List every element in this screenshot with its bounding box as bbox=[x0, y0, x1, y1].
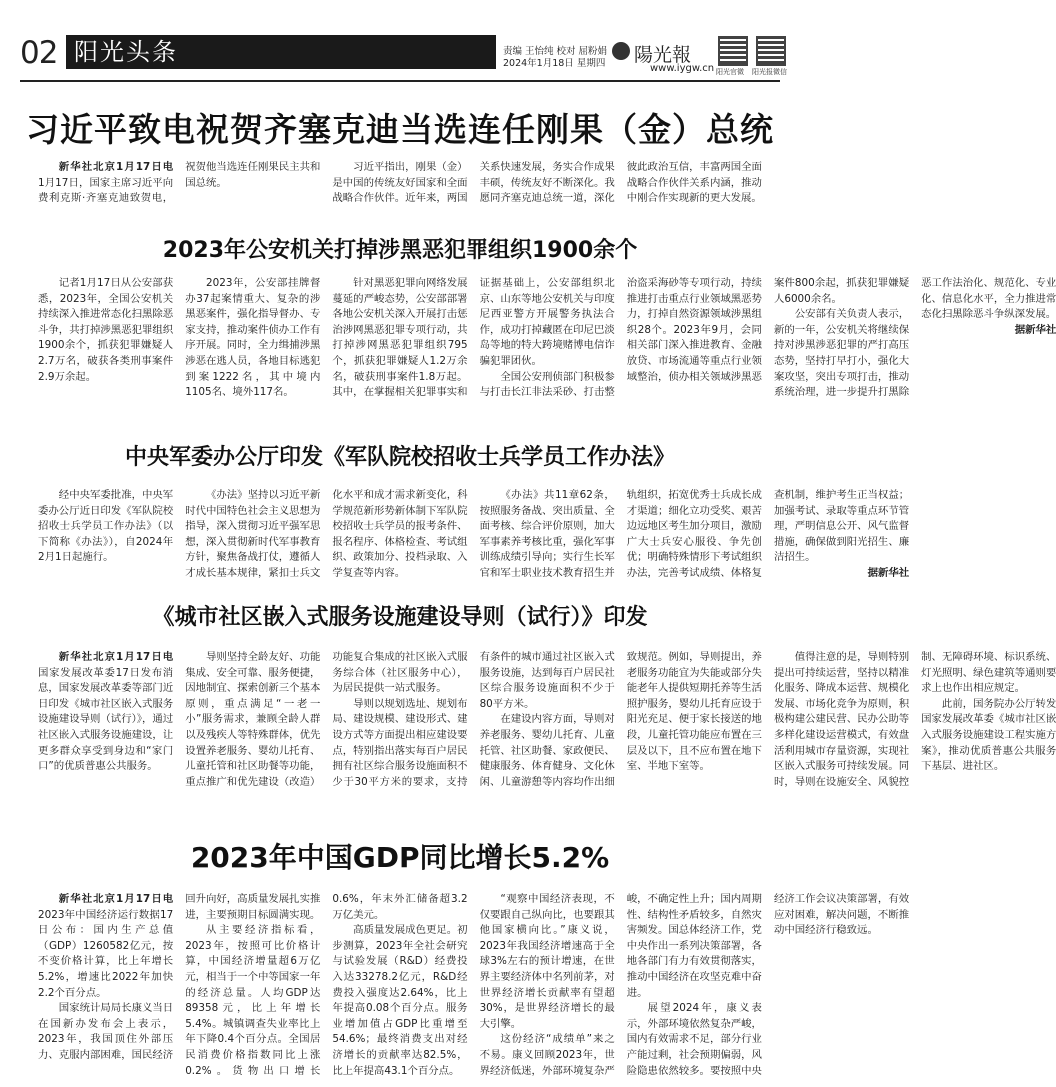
paragraph: 高质量发展成色更足。初步测算，2023年全社会研究与试验发展（R&D）经费投入达33278.2亿元，R&D经费投入强度达2.64%，比上年提高0.08个百分点。服务业增加值占GDP比重增至54.6%；最终消费支出对经济增长的贡献率达82.5%，比上年提高43.1个百分点。 bbox=[332, 924, 468, 1077]
top-rule bbox=[20, 80, 780, 82]
article-headline: 2023年公安机关打掉涉黑恶犯罪组织1900余个 bbox=[162, 238, 638, 263]
newspaper-logo bbox=[612, 40, 712, 66]
paragraph: 《办法》共11章62条，按照服务备战、突出质量、全面考核、综合评价原则，加大军事素养考核比重，强化军事训练成绩引导向；实行生长军官和军士职业技术教育招生并轨组织，拓宽优秀士兵成长成才渠道；细化立功受奖、艰苦边远地区考生加分项目，激励广大士兵安心服役、争先创优；明确特殊情形下考试组织办法，完善考试成绩、体格复查机制，维护考生正当权益；加强考试、录取等重点环节管理，严明信息公开、风气监督措施，确保做到阳光招生、廉洁招生。 bbox=[479, 489, 910, 579]
paragraph: 习近平指出，刚果（金）是中国的传统友好国家和全面战略合作伙伴。近年来，两国关系快速发展，务实合作成果丰硕，传统友好不断深化。我愿同齐塞克迪总统一道，深化彼此政治互信，丰富两国全面战略合作伙伴关系内涵，推动中刚合作实现新的更大发展。 bbox=[332, 161, 762, 205]
logo-text: 陽光報 bbox=[634, 44, 692, 66]
section-bar bbox=[66, 35, 496, 69]
article-source: 据新华社 bbox=[867, 566, 910, 579]
dateline: 新华社北京1月17日电 bbox=[58, 161, 174, 173]
paragraph: 2023年中国经济运行数据17日公布：国内生产总值（GDP）1260582亿元，按不变价格计算，比上年增长5.2%，增速比2022年加快2.2个百分点。 bbox=[38, 908, 174, 999]
paragraph: 从主要经济指标看，2023年，按照可比价格计算，中国经济增量超6万亿元，相当于一个中等国家一年的经济总量。人均GDP达89358元，比上年增长5.4%。城镇调查失业率比上年下降0.4个百分点。全国居民消费价格指数同比上涨0.2%。货物出口增长0.6%，年末外汇储备超3.2万亿美元。 bbox=[185, 893, 468, 1077]
paragraph: 展望2024年，康义表示，外部环境依然复杂严峻，国内有效需求不足，部分行业产能过剩，社会预期偏弱，风险隐患依然较多。要按照中央经济工作会议决策部署，有效应对困难，解决问题，不断推动中国经济行稳致远。 bbox=[626, 893, 910, 1077]
article-body bbox=[38, 276, 1056, 416]
paragraph: 经中央军委批准，中央军委办公厅近日印发《军队院校招收士兵学员工作办法》（以下简称《办法》），自2024年2月1日起施行。 bbox=[38, 489, 174, 564]
paragraph: 值得注意的是，导则特别提出可持续运营，坚持以精准化服务、降成本运营、规模化发展、市场化竞争为原则，积极构建公建民营、民办公助等多样化建设运营模式，有效盘活利用城市存量资源，实现社区嵌入式服务可持续发展。同时，导则在设施安全、风貌控制、无障碍环境、标识系统、灯光照明、绿色建筑等通则要求上也作出相应规定。 bbox=[773, 651, 1056, 788]
page-number: 02 bbox=[20, 35, 58, 71]
article-headline: 2023年中国GDP同比增长5.2% bbox=[190, 841, 610, 874]
article-source: 据新华社 bbox=[1014, 323, 1056, 336]
paragraph: 1月17日，国家主席习近平向费利克斯·齐塞克迪致贺电，祝贺他当选连任刚果民主共和国总统。 bbox=[38, 161, 321, 205]
article-headline: 习近平致电祝贺齐塞克迪当选连任刚果（金）总统 bbox=[26, 110, 774, 149]
issue-date: 2024年1月18日 星期四 bbox=[503, 58, 606, 69]
paragraph: 全国公安刑侦部门积极参与打击长江非法采砂、打击整治盗采海砂等专项行动，持续推进打击重点行业领域黑恶势力，打掉自然资源领域涉黑组织28个。2023年9月，会同相关部门深入推进教育、金融放贷、市场流通等重点行业领域整治，侦办相关领域涉黑恶案件800余起，抓获犯罪嫌疑人6000余名。 bbox=[479, 277, 910, 399]
paragraph: 《办法》坚持以习近平新时代中国特色社会主义思想为指导，深入贯彻习近平强军思想，深入贯彻新时代军事教育方针，聚焦备战打仗，遵循人才成长基本规律，紧扣士兵文化水平和成才需求新变化，科学规范新形势新体制下军队院校招收士兵学员的报考条件、报名程序、体格检查、考试组织、政策加分、投档录取、入学复查等内容。 bbox=[185, 489, 468, 579]
paragraph: 此前，国务院办公厅转发国家发展改革委《城市社区嵌入式服务设施建设工程实施方案》，推动优质普惠公共服务下基层、进社区。 bbox=[921, 697, 1056, 773]
paragraph: 国家统计局局长康义当日在国新办发布会上表示，2023年，我国顶住外部压力、克服内部困难，国民经济回升向好，高质量发展扎实推进，主要预期目标圆满实现。 bbox=[38, 893, 321, 1061]
paragraph: 记者1月17日从公安部获悉，2023年，全国公安机关持续深入推进常态化扫黑除恶斗争，共打掉涉黑恶犯罪组织1900余个，抓获犯罪嫌疑人2.7万名，破获各类刑事案件2.9万余起。 bbox=[38, 277, 174, 383]
paragraph: 这份经济“成绩单”来之不易。康义回顾2023年，世界经济低迷，外部环境复杂严峻，不确定性上升；国内周期性、结构性矛盾较多，自然灾害频发。国总体经济工作，党中央作出一系列决策部署，各地各部门有力有效贯彻落实，推动中国经济在攻坚克难中奋进。 bbox=[479, 893, 762, 1077]
paragraph: “观察中国经济表现，不仅要跟自己纵向比，也要跟其他国家横向比。”康义说，2023年我国经济增速高于全球3%左右的预计增速，在世界主要经济体中名列前茅，对世界经济增长贡献率有望超30%，是世界经济增长的最大引擎。 bbox=[479, 893, 615, 1030]
paragraph: 导则坚持全龄友好、功能集成、安全可靠、服务便捷，因地制宜、探索创新三个基本原则，重点满足“一老一小”服务需求，兼顾全龄人群以及残疾人等特殊群体，优先设置养老服务、婴幼儿托育、儿童托管和社区助餐等功能，重点推广和优先建设（改造）功能复合集成的社区嵌入式服务综合体（社区服务中心），为居民提供一站式服务。 bbox=[185, 651, 468, 788]
dateline: 新华社北京1月17日电 bbox=[58, 651, 174, 663]
editor-credits: 责编 王怡纯 校对 屈粉娟 bbox=[503, 46, 608, 57]
qr-label: 阳光官微 bbox=[716, 68, 744, 76]
sun-logo-icon bbox=[612, 42, 630, 60]
article-body bbox=[38, 160, 762, 208]
paragraph: 针对黑恶犯罪向网络发展蔓延的严峻态势，公安部部署各地公安机关深入开展打击惩治涉网黑恶犯罪专项行动，共打掉涉网黑恶犯罪组织795个，抓获犯罪嫌疑人1.2万余名，破获刑事案件1.8万起。其中，在掌握相关犯罪事实和证据基础上，公安部组织北京、山东等地公安机关与印度尼西亚警方开展警务执法合作，成功打掉藏匿在印尼巴淡岛等地的特大跨境赌博电信诈骗犯罪团伙。 bbox=[332, 277, 615, 399]
masthead bbox=[0, 0, 800, 78]
article-body bbox=[38, 488, 910, 582]
qr-code-icon bbox=[718, 36, 748, 66]
paragraph: 2023年，公安部挂牌督办37起案情重大、复杂的涉黑恶案件，强化指导督办、专家支持，推动案件侦办工作有序开展。同时，全力缉捕涉黑涉恶在逃人员，各地目标逃犯到案1222名，其中境内1105名、境外117名。 bbox=[185, 277, 321, 399]
qr-label: 阳光报微信 bbox=[752, 68, 787, 76]
article-headline: 《城市社区嵌入式服务设施建设导则（试行）》印发 bbox=[152, 605, 648, 630]
paragraph: 公安部有关负责人表示，新的一年，公安机关将继续保持对涉黑涉恶犯罪的严打高压态势，坚持打早打小，强化大案攻坚，突出专项打击，推动系统治理，进一步提升打黑除恶工作法治化、规范化、专业化、信息化水平，全力推进常态化扫黑除恶斗争纵深发展。 bbox=[773, 277, 1056, 399]
website-url[interactable]: www.iygw.cn bbox=[650, 63, 715, 74]
paragraph: 导则以规划选址、规划布局、建设规模、建设形式、建设方式等方面提出相应建设要点，特别指出落实每百户居民拥有社区综合服务设施面积不少于30平方米的要求，支持有条件的城市通过社区嵌入式服务设施，达到每百户居民社区综合服务设施面积不少于80平方米。 bbox=[332, 651, 615, 788]
section-title: 阳光头条 bbox=[74, 38, 178, 66]
article-headline: 中央军委办公厅印发《军队院校招收士兵学员工作办法》 bbox=[124, 445, 675, 470]
dateline: 新华社北京1月17日电 bbox=[58, 893, 174, 905]
paragraph: 国家发展改革委17日发布消息，国家发展改革委等部门近日印发《城市社区嵌入式服务设施建设导则（试行）》，通过社区嵌入式服务设施建设，让更多群众享受到身边和“家门口”的优质普惠公共服务。 bbox=[38, 666, 174, 773]
article-body bbox=[38, 650, 1056, 800]
article-body bbox=[38, 892, 910, 1080]
paragraph: 在建设内容方面，导则对养老服务、婴幼儿托育、儿童托管、社区助餐、家政便民、健康服务、体育健身、文化休闲、儿童游憩等内容均作出细致规范。例如，导则提出，养老服务功能宜为失能或部分失能老年人提供短期托养等生活照护服务，婴幼儿托育应设于阳光充足、便于家长接送的地段，儿童托管功能应布置在三层及以下，且不应布置在地下室、半地下室等。 bbox=[479, 651, 762, 788]
qr-code-icon bbox=[756, 36, 786, 66]
